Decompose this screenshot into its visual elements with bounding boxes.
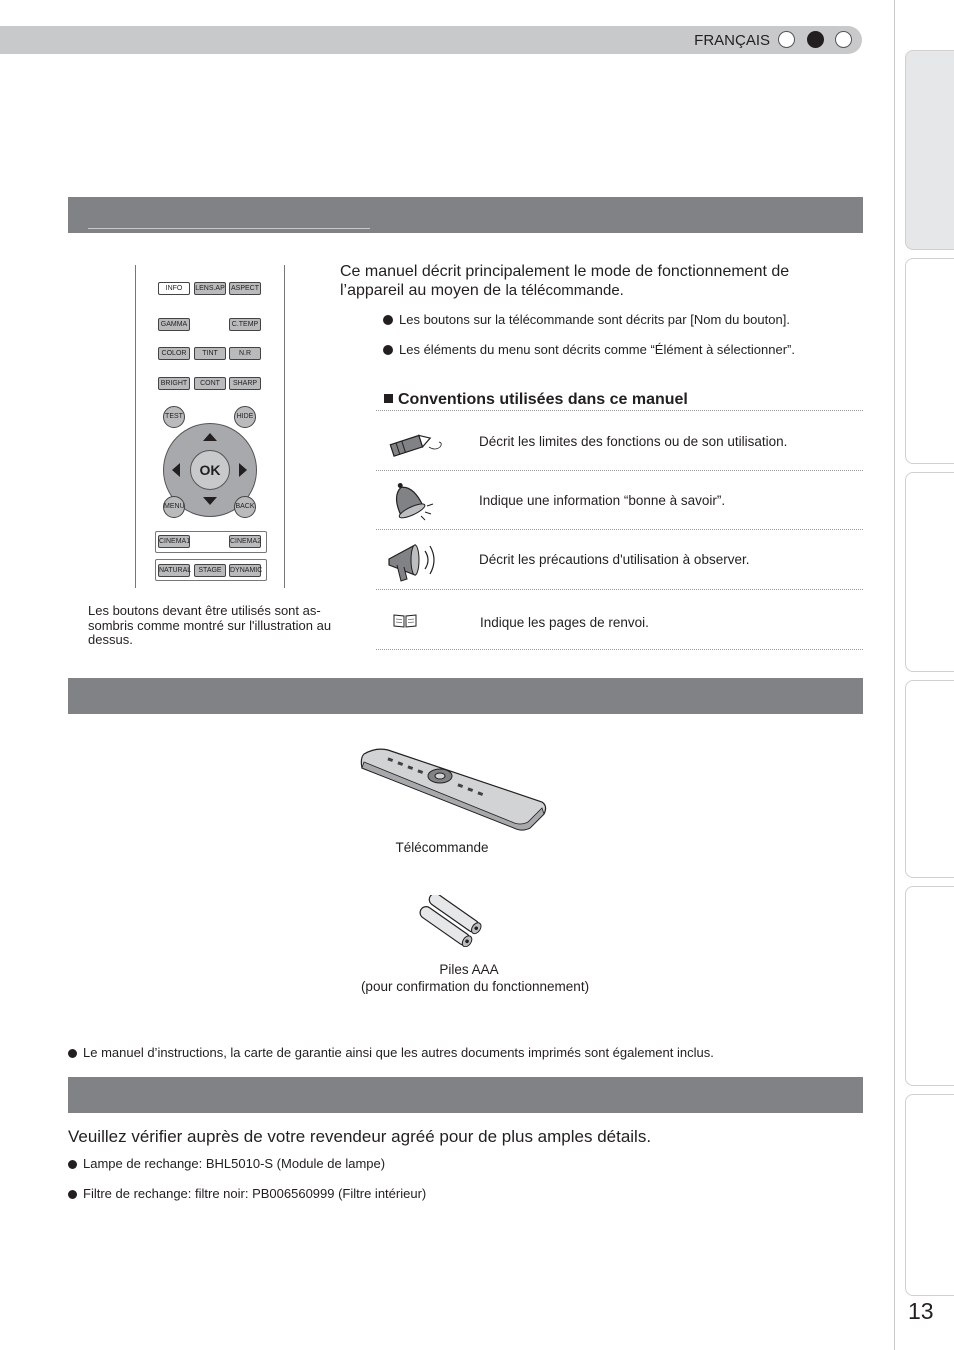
square-bullet-icon (384, 394, 393, 403)
intro-text (340, 262, 850, 300)
pencil-icon (385, 425, 445, 461)
chapter-tab-6[interactable] (905, 1094, 954, 1296)
intro-line-2b: la télécommande. (505, 282, 624, 299)
chapter-tab-3[interactable] (905, 472, 954, 672)
remote-label: Télécommande (395, 840, 489, 855)
picture-mode-group (155, 531, 267, 553)
remote-button-aspect: ASPECT (229, 282, 261, 295)
remote-button-tint: TINT (194, 347, 226, 360)
remote-button-c-temp: C.TEMP (229, 318, 261, 331)
conventions-title (384, 391, 688, 409)
bell-icon (385, 478, 437, 522)
intro-line-2 (340, 281, 850, 300)
convention-text-4: Indique les pages de renvoi. (480, 615, 649, 630)
arrow-right-icon (239, 463, 247, 477)
intro-bullet-1 (383, 312, 790, 327)
intro-bullet-text: Les boutons sur la télécommande sont décrits par [Nom du bouton]. (399, 312, 790, 327)
remote-illustration (135, 265, 285, 588)
intro-bullet-text: Les éléments du menu sont décrits comme “Élément à sélectionner”. (399, 342, 795, 357)
remote-button-menu: MENU (163, 496, 185, 518)
remote-button-color: COLOR (158, 347, 190, 360)
section-indicator-1 (778, 31, 795, 48)
remote-button-cinema2: CINEMA2 (229, 535, 261, 548)
intro-bullet-2 (383, 342, 795, 357)
language-label: FRANÇAIS (694, 32, 770, 49)
optional-bullet-2 (68, 1186, 426, 1201)
optional-bullet-1 (68, 1156, 385, 1171)
chapter-tab-2[interactable] (905, 258, 954, 464)
optional-bullet-text: Lampe de rechange: BHL5010-S (Module de lampe) (83, 1156, 386, 1171)
divider (376, 589, 863, 590)
intro-line-1: Ce manuel décrit principalement le mode de fonctionnement de (340, 263, 790, 280)
chapter-tab-4[interactable] (905, 680, 954, 878)
remote-button-info: INFO (158, 282, 190, 295)
remote-button-test: TEST (163, 406, 185, 428)
conventions-title-text: Conventions utilisées dans ce manuel (398, 391, 688, 408)
divider (376, 410, 863, 411)
remote-button-hide: HIDE (234, 406, 256, 428)
remote-button-back: BACK (234, 496, 256, 518)
chapter-tab-1[interactable] (905, 50, 954, 250)
remote-button-ok: OK (190, 450, 230, 490)
megaphone-icon (385, 537, 441, 585)
bullet-icon (383, 315, 393, 325)
accessories-note (68, 1045, 714, 1060)
divider (376, 529, 863, 530)
remote-caption: Les boutons devant être utilisés sont as-sombris comme montré sur l'illustration au dessus. (88, 603, 332, 647)
convention-text-3: Décrit les précautions d'utilisation à observer. (479, 552, 750, 567)
divider (376, 649, 863, 650)
remote-button-cinema1: CINEMA1 (158, 535, 190, 548)
chapter-tabs (894, 0, 954, 1350)
bullet-icon (68, 1190, 77, 1199)
remote-button-lens-ap: LENS.AP (194, 282, 226, 295)
remote-button-stage: STAGE (194, 564, 226, 577)
battery-icon (414, 895, 490, 947)
page-number: 13 (908, 1298, 934, 1324)
arrow-left-icon (172, 463, 180, 477)
divider (376, 470, 863, 471)
section-indicator-3 (835, 31, 852, 48)
convention-text-1: Décrit les limites des fonctions ou de son utilisation. (479, 434, 788, 449)
remote-button-bright: BRIGHT (158, 377, 190, 390)
section-underline (88, 228, 370, 229)
accessories-note-text: Le manuel d’instructions, la carte de garantie ainsi que les autres documents imprimés sont également inclus. (83, 1045, 714, 1060)
remote-button-n-r: N.R (229, 347, 261, 360)
remote-control-icon (358, 748, 550, 832)
remote-button-natural: NATURAL (158, 564, 190, 577)
battery-label-2: (pour confirmation du fonctionnement) (360, 979, 590, 994)
remote-button-dynamic: DYNAMIC (229, 564, 261, 577)
bullet-icon (383, 345, 393, 355)
bullet-icon (68, 1160, 77, 1169)
bullet-icon (68, 1049, 77, 1058)
book-icon (393, 613, 417, 629)
remote-button-sharp: SHARP (229, 377, 261, 390)
remote-button-gamma: GAMMA (158, 318, 190, 331)
section-indicator-2 (807, 31, 824, 48)
convention-text-2: Indique une information “bonne à savoir”. (479, 493, 726, 508)
arrow-up-icon (203, 433, 217, 441)
intro-line-2a: l’appareil au moyen de (340, 282, 506, 299)
remote-button-cont: CONT (194, 377, 226, 390)
optional-intro: Veuillez vérifier auprès de votre revendeur agréé pour de plus amples détails. (68, 1127, 652, 1146)
chapter-tab-5[interactable] (905, 886, 954, 1086)
battery-label-1: Piles AAA (439, 962, 499, 977)
arrow-down-icon (203, 497, 217, 505)
section-header-bar (68, 678, 863, 714)
optional-bullet-text: Filtre de rechange: filtre noir: PB006560999 (Filtre intérieur) (83, 1186, 427, 1201)
section-header-bar (68, 1077, 863, 1113)
